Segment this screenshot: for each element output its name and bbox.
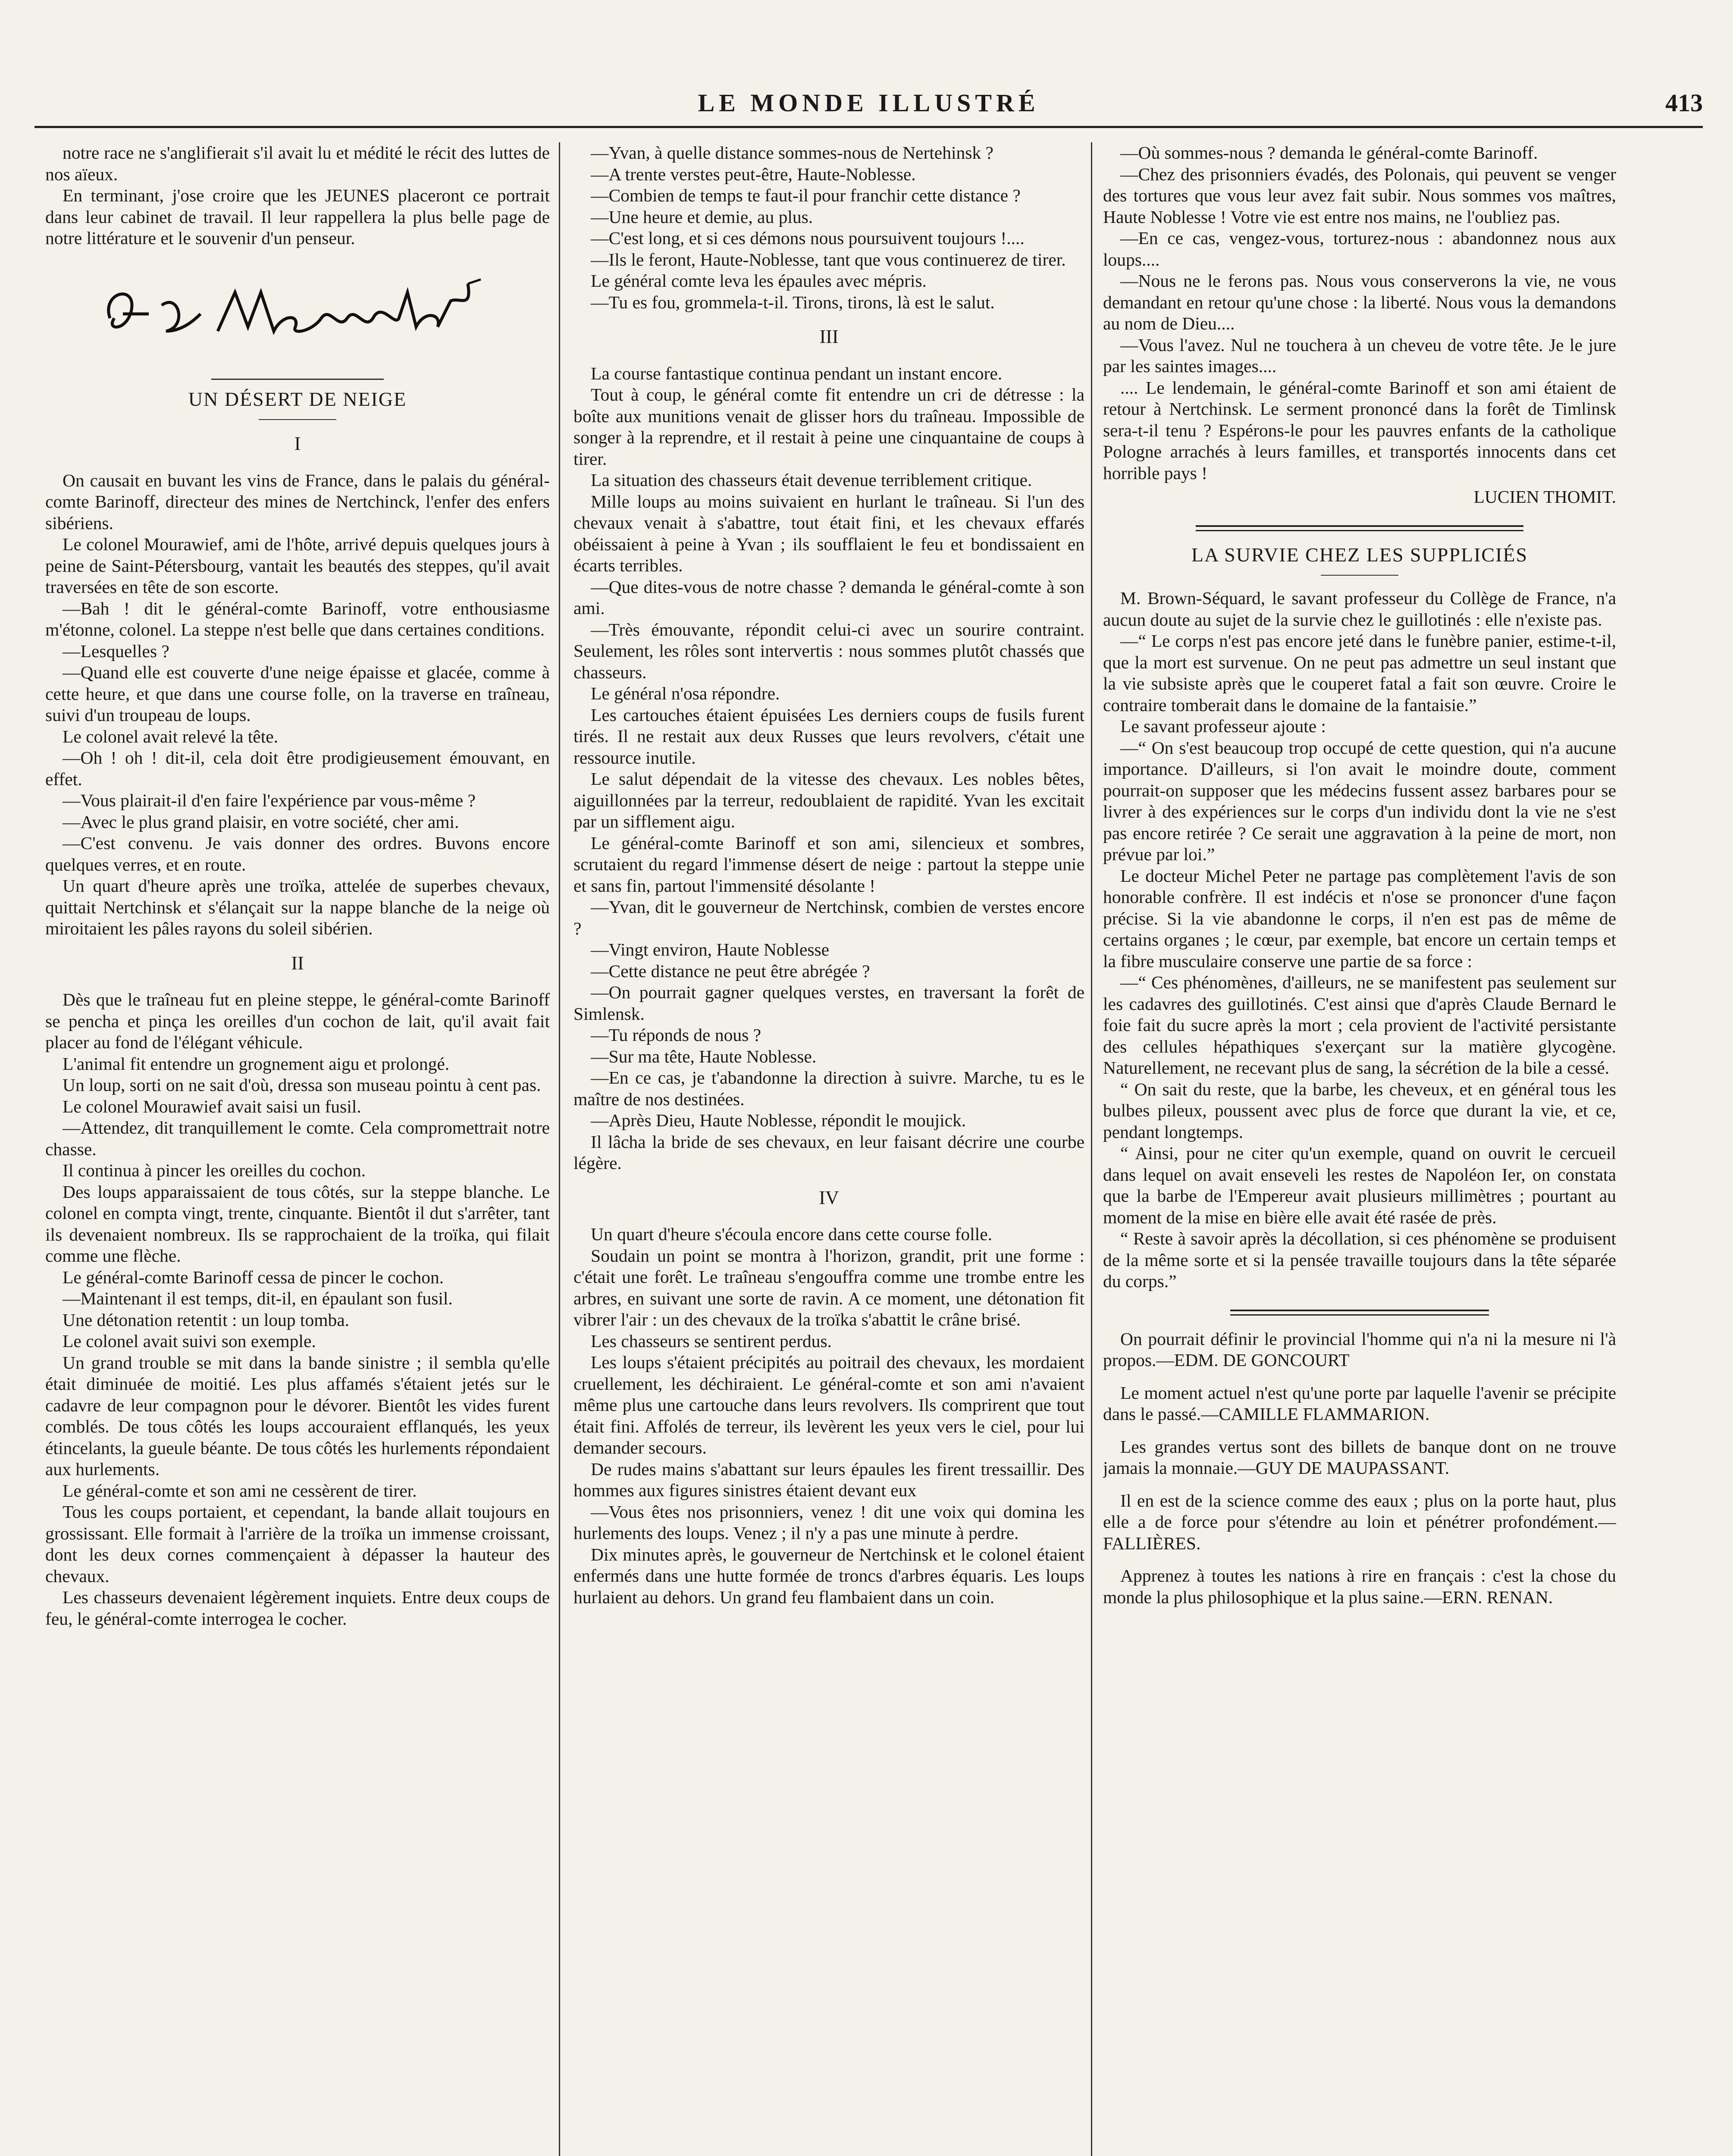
paragraph: —“ Le corps n'est pas encore jeté dans le funèbre panier, estime-t-il, que la mort est survenue. On ne peut pas admettre un seul instant que la vie subsiste après que le couperet fatal a fait son œuvre. Croire le contraire tomberait dans le domaine de la fantaisie.” bbox=[1103, 631, 1616, 715]
paragraph: Le savant professeur ajoute : bbox=[1120, 716, 1326, 736]
paragraph: —Ils le feront, Haute-Noblesse, tant que vous continuerez de tirer. bbox=[591, 249, 1066, 270]
paragraph: Tout à coup, le général comte fit entendre un cri de détresse : la boîte aux munitions venait de glisser hors du traîneau. Impossible de songer à la reprendre, et il restait à peine une cinquantaine de coups à tirer. bbox=[573, 385, 1084, 469]
paragraph: —Yvan, à quelle distance sommes-nous de Nertehinsk ? bbox=[591, 143, 993, 163]
paragraph: —Quand elle est couverte d'une neige épaisse et glacée, comme à cette heure, et que dans une course folle, on la traverse en traîneau, suivi d'un troupeau de loups. bbox=[45, 662, 550, 725]
paragraph: —Bah ! dit le général-comte Barinoff, votre enthousiasme m'étonne, colonel. La steppe n'est belle que dans certaines conditions. bbox=[45, 598, 550, 639]
paragraph: Un loup, sorti on ne sait d'où, dressa son museau pointu à cent pas. bbox=[63, 1075, 541, 1095]
paragraph: Une détonation retentit : un loup tomba. bbox=[63, 1310, 350, 1330]
spacer bbox=[1103, 1371, 1616, 1382]
handwritten-signature bbox=[97, 266, 485, 353]
quote: Il en est de la science comme des eaux ; plus on la porte haut, plus elle a de force pour s'étendre au loin et pénétrer profondément.—FALLIÈRES. bbox=[1103, 1490, 1616, 1553]
paragraph: —En ce cas, je t'abandonne la direction à suivre. Marche, tu es le maître de nos destinées. bbox=[573, 1068, 1084, 1109]
paragraph: —Sur ma tête, Haute Noblesse. bbox=[591, 1046, 817, 1066]
paragraph: Le général comte leva les épaules avec mépris. bbox=[591, 271, 927, 291]
paragraph: Mille loups au moins suivaient en hurlant le traîneau. Si l'un des chevaux venait à s'abattre, tout était fini, et les chevaux effarés obéissaient à peine à Yvan ; ils soufflaient le feu et bondissaient en écarts terribles. bbox=[573, 491, 1084, 575]
column-divider-1 bbox=[559, 142, 560, 2156]
paragraph: De rudes mains s'abattant sur leurs épaules les firent tressaillir. Des hommes aux figures sinistres étaient devant eux bbox=[573, 1459, 1084, 1500]
paragraph: Le docteur Michel Peter ne partage pas complètement l'avis de son honorable confrère. Il est indécis et n'ose se prononcer d'une façon précise. Si la vie abandonne le corps, il n'en est pas de même de certains organes ; le cœur, par exemple, bat encore un certain temps et la fibre musculaire conserve une partie de sa force : bbox=[1103, 865, 1616, 971]
paragraph: On causait en buvant les vins de France, dans le palais du général-comte Barinoff, directeur des mines de Nertchinck, l'enfer des enfers sibériens. bbox=[45, 470, 550, 533]
paragraph: M. Brown-Séquard, le savant professeur du Collège de France, n'a aucun doute au sujet de la survie chez le guillotinés : elle n'existe pas. bbox=[1103, 588, 1616, 630]
paragraph: —Maintenant il est temps, dit-il, en épaulant son fusil. bbox=[63, 1288, 453, 1308]
paragraph: .... Le lendemain, le général-comte Barinoff et son ami étaient de retour à Nertchinsk. Le serment prononcé dans la forêt de Timlinsk sera-t-il tenu ? Espérons-le pour les pauvres enfants de la catholique Pologne arrachés à leurs familles, et transportés innocents dans cet horrible pays ! bbox=[1103, 377, 1616, 483]
paragraph: La course fantastique continua pendant un instant encore. bbox=[591, 363, 1003, 383]
paragraph: —Attendez, dit tranquillement le comte. Cela compromettrait notre chasse. bbox=[45, 1118, 550, 1159]
paragraph: Les cartouches étaient épuisées Les derniers coups de fusils furent tirés. Il ne restait aux deux Russes que leurs revolvers, c'était une ressource inutile. bbox=[573, 705, 1084, 768]
paragraph: —Où sommes-nous ? demanda le général-comte Barinoff. bbox=[1120, 143, 1538, 163]
column-1 bbox=[45, 142, 550, 2156]
paragraph: Un quart d'heure après une troïka, attelée de superbes chevaux, quittait Nertchinsk et s'élançait sur la nappe blanche de la neige où miroitaient les pâles rayons du soleil sibérien. bbox=[45, 876, 550, 938]
column-2 bbox=[573, 142, 1084, 2156]
paragraph: Le colonel Mourawief, ami de l'hôte, arrivé depuis quelques jours à peine de Saint-Pétersbourg, vantait les beautés des steppes, qu'il avait traversées en tête de son escorte. bbox=[45, 534, 550, 597]
paragraph: —A trente verstes peut-être, Haute-Noblesse. bbox=[591, 164, 916, 184]
journal-title: LE MONDE ILLUSTRÉ bbox=[698, 89, 1040, 117]
paragraph: —Cette distance ne peut être abrégée ? bbox=[591, 961, 870, 981]
quote: Le moment actuel n'est qu'une porte par laquelle l'avenir se précipite dans le passé.—CAMILLE FLAMMARION. bbox=[1103, 1382, 1616, 1424]
paragraph: —Yvan, dit le gouverneur de Nertchinsk, combien de verstes encore ? bbox=[573, 897, 1084, 938]
section-number: IV bbox=[819, 1187, 839, 1208]
paragraph: Les chasseurs devenaient légèrement inquiets. Entre deux coups de feu, le général-comte interrogea le cocher. bbox=[45, 1587, 550, 1629]
spacer bbox=[1103, 1425, 1616, 1436]
quote: Les grandes vertus sont des billets de banque dont on ne trouve jamais la monnaie.—GUY DE MAUPASSANT. bbox=[1103, 1436, 1616, 1478]
signature bbox=[45, 258, 550, 361]
spacer bbox=[1103, 1479, 1616, 1490]
paragraph: Le général-comte Barinoff cessa de pincer le cochon. bbox=[63, 1267, 444, 1287]
quote: Apprenez à toutes les nations à rire en français : c'est la chose du monde la plus philosophique et la plus saine.—ERN. RENAN. bbox=[1103, 1566, 1616, 1607]
paragraph: Les loups s'étaient précipités au poitrail des chevaux, les mordaient cruellement, les déchiraient. Le général-comte et son ami n'avaient même plus une cartouche dans leurs revolvers. Ils comprirent que tout était fini. Affolés de terreur, ils levèrent les yeux vers le ciel, pour lui demander secours. bbox=[573, 1352, 1084, 1457]
paragraph: Un quart d'heure s'écoula encore dans cette course folle. bbox=[591, 1224, 992, 1244]
paragraph: Soudain un point se montra à l'horizon, grandit, prit une forme : c'était une forêt. Le traîneau s'engouffra comme une trombe entre les arbres, en suivant une sorte de ravin. A ce moment, une détonation fit vibrer l'air : un des chevaux de la troïka s'abattit le crâne brisé. bbox=[573, 1245, 1084, 1329]
paragraph: —“ On s'est beaucoup trop occupé de cette question, qui n'a aucune importance. D'ailleurs, si l'on avait le moindre doute, comment pourrait-on supposer que les médecins fussent assez barbares pour se livrer à des expériences sur le corps d'un individu dont la vie ne s'est pas encore retirée ? Ce serait une aggravation à la peine de mort, non prévue par loi.” bbox=[1103, 737, 1616, 864]
paragraph: —Vous êtes nos prisonniers, venez ! dit une voix qui domina les hurlements des loups. Venez ; il n'y a pas une minute à perdre. bbox=[573, 1501, 1084, 1543]
paragraph: —C'est long, et si ces démons nous poursuivent toujours !.... bbox=[591, 228, 1025, 248]
section-number: I bbox=[294, 433, 301, 454]
section-number: II bbox=[291, 952, 304, 974]
paragraph: —Vingt environ, Haute Noblesse bbox=[591, 940, 830, 959]
paragraph: —Tu es fou, grommela-t-il. Tirons, tirons, là est le salut. bbox=[591, 292, 995, 312]
article-author: LUCIEN THOMIT. bbox=[1473, 487, 1616, 507]
paragraph: —Lesquelles ? bbox=[63, 641, 169, 661]
paragraph: “ On sait du reste, que la barbe, les cheveux, et en général tous les bulbes pileux, poussent avec plus de force que durant la vie, et ce, pendant longtemps. bbox=[1103, 1079, 1616, 1142]
section-number: III bbox=[819, 326, 839, 347]
paragraph: Dès que le traîneau fut en pleine steppe, le général-comte Barinoff se pencha et pinça les oreilles d'un cochon de lait, qu'il avait fait placer au fond de l'élégant véhicule. bbox=[45, 990, 550, 1052]
paragraph: Il continua à pincer les oreilles du cochon. bbox=[63, 1160, 366, 1180]
paragraph: —Combien de temps te faut-il pour franchir cette distance ? bbox=[591, 185, 1021, 205]
paragraph: —Que dites-vous de notre chasse ? demanda le général-comte à son ami. bbox=[573, 577, 1084, 618]
paragraph: La situation des chasseurs était devenue terriblement critique. bbox=[591, 470, 1032, 490]
paragraph: —Vous l'avez. Nul ne touchera à un cheveu de votre tête. Je le jure par les saintes images.... bbox=[1103, 335, 1616, 376]
paragraph: —Vous plairait-il d'en faire l'expérience par vous-même ? bbox=[63, 790, 476, 810]
separator-rule bbox=[1321, 575, 1398, 576]
paragraph: “ Ainsi, pour ne citer qu'un exemple, quand on ouvrit le cercueil dans lequel on avait enseveli les restes de Napoléon Ier, on constata que la barbe de l'Empereur avait plusieurs millimètres ; pourtant au moment de la mise en bière elle avait été rasée de près. bbox=[1103, 1143, 1616, 1227]
paragraph: Des loups apparaissaient de tous côtés, sur la steppe blanche. Le colonel en compta vingt, trente, cinquante. Bientôt il dut s'arrêter, tant ils devenaient nombreux. Ils se rapprochaient de la troïka, qui filait comme une flèche. bbox=[45, 1181, 550, 1266]
separator-rule bbox=[259, 419, 336, 420]
column-divider-2 bbox=[1091, 142, 1092, 2156]
paragraph: Le général n'osa répondre. bbox=[591, 683, 780, 703]
column-3 bbox=[1103, 142, 1616, 2156]
article-title: LA SURVIE CHEZ LES SUPPLICIÉS bbox=[1191, 543, 1528, 566]
paragraph: Le général-comte et son ami ne cessèrent de tirer. bbox=[63, 1480, 417, 1501]
paragraph: —Nous ne le ferons pas. Nous vous conserverons la vie, ne vous demandant en retour qu'une chose : la liberté. Nous vous la demandons au nom de Dieu.... bbox=[1103, 271, 1616, 333]
paragraph: Le général-comte Barinoff et son ami, silencieux et sombres, scrutaient du regard l'immense désert de neige : partout la steppe unie et sans fin, partout l'immensité désolante ! bbox=[573, 833, 1084, 896]
paragraph: —Après Dieu, Haute Noblesse, répondit le moujick. bbox=[591, 1110, 966, 1130]
paragraph: Dix minutes après, le gouverneur de Nertchinsk et le colonel étaient enfermés dans une hutte formée de troncs d'arbres équaris. Les loups hurlaient au dehors. Un grand feu flambaient dans un coin. bbox=[573, 1544, 1084, 1607]
paragraph: notre race ne s'anglifierait s'il avait lu et médité le récit des luttes de nos aïeux. bbox=[45, 143, 550, 184]
paragraph: Il lâcha la bride de ses chevaux, en leur faisant décrire une courbe légère. bbox=[573, 1131, 1084, 1173]
paragraph: Les chasseurs se sentirent perdus. bbox=[591, 1331, 832, 1351]
paragraph: —Oh ! oh ! dit-il, cela doit être prodigieusement émouvant, en effet. bbox=[45, 748, 550, 789]
spacer bbox=[1103, 1554, 1616, 1565]
paragraph: Tous les coups portaient, et cependant, la bande allait toujours en grossissant. Elle formait à l'arrière de la troïka un immense croissant, dont les deux cornes commençaient à dépasser la hauteur des chevaux. bbox=[45, 1502, 550, 1586]
separator-double-rule bbox=[1196, 525, 1523, 531]
paragraph: En terminant, j'ose croire que les JEUNES placeront ce portrait dans leur cabinet de travail. Il leur rappellera la plus belle page de notre littérature et le souvenir d'un penseur. bbox=[45, 185, 550, 248]
separator-rule bbox=[211, 379, 384, 380]
paragraph: —C'est convenu. Je vais donner des ordres. Buvons encore quelques verres, et en route. bbox=[45, 833, 550, 874]
paragraph: —Tu réponds de nous ? bbox=[591, 1025, 762, 1045]
page-number: 413 bbox=[1665, 89, 1703, 117]
paragraph: Le salut dépendait de la vitesse des chevaux. Les nobles bêtes, aiguillonnées par la terreur, redoublaient de rapidité. Yvan les excitait par un sifflement aigu. bbox=[573, 769, 1084, 831]
paragraph: —Avec le plus grand plaisir, en votre société, cher ami. bbox=[63, 812, 459, 832]
paragraph: “ Reste à savoir après la décollation, si ces phénomène se produisent de la même sorte et si la pensée travaille toujours dans la tête séparée du corps.” bbox=[1103, 1228, 1616, 1291]
paragraph: —En ce cas, vengez-vous, torturez-nous : abandonnez nous aux loups.... bbox=[1103, 228, 1616, 270]
paragraph: —“ Ces phénomènes, d'ailleurs, ne se manifestent pas seulement sur les cadavres des guillotinés. C'est ainsi que d'après Claude Bernard le foie fait du sucre après la mort ; cela provient de l'activité persistante des cellules hépathiques s'exerçant sur la matière glycogène. Naturellement, ne recevant plus de sang, la sécrétion de la bile a cessé. bbox=[1103, 972, 1616, 1078]
page-header bbox=[34, 88, 1703, 127]
paragraph: Le colonel Mourawief avait saisi un fusil. bbox=[63, 1096, 361, 1116]
paragraph: —Chez des prisonniers évadés, des Polonais, qui peuvent se venger des tortures que vous leur avez fait subir. Nous sommes vos maîtres, Haute Noblesse ! Votre vie est entre nos mains, ne l'oubliez pas. bbox=[1103, 164, 1616, 227]
paragraph: L'animal fit entendre un grognement aigu et prolongé. bbox=[63, 1053, 450, 1074]
paragraph: —Très émouvante, répondit celui-ci avec un sourire contraint. Seulement, les rôles sont intervertis : nous sommes plutôt chassés que chasseurs. bbox=[573, 619, 1084, 682]
article-title: UN DÉSERT DE NEIGE bbox=[188, 388, 407, 410]
paragraph: —Une heure et demie, au plus. bbox=[591, 207, 813, 227]
header-rule bbox=[34, 126, 1703, 128]
paragraph: Un grand trouble se mit dans la bande sinistre ; il sembla qu'elle était diminuée de moitié. Les plus affamés s'étaient jetés sur le cadavre de leur compagnon pour le dévorer. Bientôt les vides furent comblés. De tous côtés les loups accouraient efflanqués, les yeux étincelants, la gueule béante. De tous côtés les hurlements répondaient aux hurlements. bbox=[45, 1352, 550, 1479]
paragraph: —On pourrait gagner quelques verstes, en traversant la forêt de Simlensk. bbox=[573, 982, 1084, 1024]
paragraph: Le colonel avait relevé la tête. bbox=[63, 726, 279, 746]
separator-double-rule bbox=[1230, 1310, 1489, 1316]
quote: On pourrait définir le provincial l'homme qui n'a ni la mesure ni l'à propos.—EDM. DE GONCOURT bbox=[1103, 1329, 1616, 1370]
paragraph: Le colonel avait suivi son exemple. bbox=[63, 1331, 316, 1351]
